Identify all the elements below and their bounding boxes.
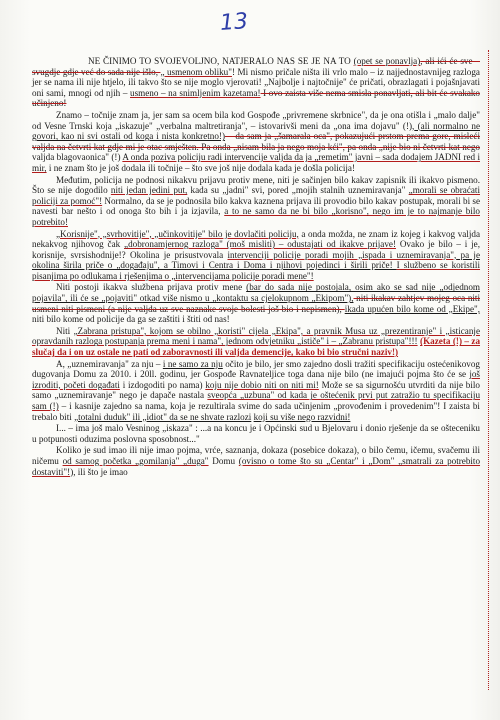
text-run: „totalni duduk" ili „idiot" da se ne shvate razlozi (74, 411, 252, 422)
text-run: „Najbolje i najtočnije" će pričati, obrazlagati i pojašnjavati oni sami, mnogi od njih – (32, 77, 480, 98)
text-run: I službeno se koristili pisanjima po odlukama i rješenjima o „intervencijama policije poradi mene"! (32, 260, 481, 281)
margin-pen-mark (488, 50, 495, 690)
text-run: koju nije dobio niti on niti mi! (205, 379, 319, 390)
text-run: A, „uznemiravanja" za nju – (56, 358, 163, 369)
text-run: I... – ima još malo Vesninog „iskaza" : ...a na koncu je i Općinski sud u Bjelovaru i donio rješenje da se ošteceniku u potpunosti oduzima poslovna sposobnost..." (32, 423, 480, 444)
text-run: „ usmenom obliku" (160, 66, 232, 77)
paragraph (32, 423, 480, 444)
text-run: koji su više nego razvidni! (253, 411, 351, 422)
text-run: (ovisno o tome što su „Centar" i „Dom" „smatrali za potrebito dostaviti"!), (32, 455, 481, 477)
text-run: (opet se ponavlja) (353, 56, 421, 66)
page-number: 13 (219, 9, 249, 36)
text-run: i je, korisnije, svrsishodnije!? (32, 239, 481, 260)
text-run: toga dana nije bilo (ne imajući pojma što će se (284, 369, 470, 380)
text-run: imao ili nije imao pojma, vrće, saznanja, dokaza (posebice (105, 445, 328, 456)
text-run: Niti (56, 325, 74, 336)
text-run: dokaza (327, 445, 354, 456)
text-run: niti bilo kome od policije da ga se zaštiti i štiti od nas! (32, 314, 230, 325)
text-run: „iskazuje" „verbalna maltretiranja", – istovarivši meni da „ona ima dojavu" (!), (115, 120, 415, 131)
text-run: A onda poziva policiju radi intervencije valjda da ja „remetim" javni – sada dodajem JADNI red i mir, (32, 152, 480, 173)
text-run: rezultirala (198, 401, 236, 411)
text-run: intervenciji policije poradi mojih „ispada i uznemiravanja", (227, 249, 457, 260)
text-run: Okolina je prisustvovala (125, 249, 228, 260)
text-run: Niti postoji ikakva službena prijava protiv mene (56, 282, 247, 293)
paragraph (32, 229, 480, 282)
text-run: od Vesne Trnski koja (32, 120, 116, 131)
text-run: Domu (208, 455, 239, 466)
text-run: – da sam ja „šamarala oca", pokazujući prstom prema gore, misleći valjda na četvrti kat gdje mi je otac smješten. Pa onda „nisam bila ja nego moja kći", pa onda „nije bio ni četvrti kat nego (32, 131, 480, 152)
paragraph (32, 359, 480, 423)
text-run: ! Mi nismo pričale ništa ili vrlo malo – iz najjednostavnijeg razloga jer se nama ili nije htjelo, ili takvo što se nije moglo vjerovati! (32, 66, 480, 88)
text-run: i ne znam što je još dodala ili točnije – što sve još nije dodala kada je došla policija! (46, 162, 355, 173)
paragraph (32, 445, 480, 477)
text-run: ikada upućen bilo kome od „Ekipe", (344, 303, 481, 314)
text-run: i ne samo za nju (162, 358, 223, 369)
text-run: očito je bilo, jer smo (222, 358, 304, 369)
text-run: niti jedan jedini put, (110, 185, 188, 196)
text-run: ne podnosi nikakvu prijavu protiv mene, (124, 174, 275, 185)
text-run: (bar do sada nije postojala, osim ako se sad nije „odjednom pojavila", ili će se „pojaviti" otkad više nismo u „kontaktu sa cjelokupnom „Ekipom"), (32, 282, 480, 304)
document-body (32, 56, 480, 478)
text-run: I ovo zaista više nema smisla ponavljati, ali bit će svakako učinjeno! (32, 87, 480, 109)
text-run: od samog početka „gomilanja" „duga" (62, 455, 209, 466)
text-run: , ali ići će sve – svugdje gdje već do sada nije išlo, (32, 56, 480, 77)
text-run: Koliko je sud (56, 445, 106, 456)
text-run: sveopća „uzbuna" od kada je oštećenik prvi put zatražio tu specifikaciju sam (!) (32, 390, 481, 411)
text-run: a to ne samo da ne bi bilo „korisno", nego im je to najmanje bilo potrebito! (32, 206, 480, 227)
text-run: niti je sačinjen bilo kakav zapisnik ili ikakvo pismeno. Što se nije dogodilo (32, 174, 480, 196)
text-run: Ovako je bilo – (396, 239, 465, 250)
text-run: Gospođe Ravnateljice (203, 369, 285, 380)
paragraph (32, 56, 480, 109)
text-run: Znamo – točnije znam ja, jer sam sa ocem bila kod Gospođe „privremene skrbnice", da je ona otišla i (56, 109, 434, 120)
text-run: (a nije valjda uz sve naznake svoje bolesti još bio i nepismen), (105, 303, 345, 314)
text-run: – i kasnije zajedno sa nama, koja je (58, 401, 199, 411)
text-run: svime do sada učinjenim „provođenim i provedenim"! I zaista bi trebalo biti (32, 401, 480, 422)
text-run: „malo dalje" (433, 109, 480, 120)
text-run: ili što je imao (75, 466, 128, 477)
text-run: još izroditi, početi događati (32, 369, 480, 390)
paragraph (32, 110, 480, 174)
paragraph (32, 326, 480, 358)
text-run: (ali normalno ne govori, kao ni svi ostali od koga i nista konkretno!) (32, 120, 481, 142)
text-run: niti ikakav zahtjev mojeg oca niti usmeni niti pismeni (32, 293, 480, 314)
text-run: NE ČINIMO TO SVOJEVOLJNO, NATJERALO NAS SE JE NA TO (88, 56, 354, 66)
paragraph (32, 175, 480, 228)
text-run: kada su „jadni" svi, pored „mojih stalnih uznemiravanja" (187, 185, 409, 196)
paragraph (32, 282, 480, 324)
text-run: zajedno (303, 358, 332, 369)
text-run: (Kazeta (!) – za slučaj da i on uz ostale ne pati od zaboravnosti ili valjda demencije, kako bi bio stručni naziv!) (32, 336, 481, 358)
text-run: dosli tražiti specifikaciju ostećenikovog dugovanja Domu za 2010. i 20ll. godinu, jer (32, 358, 480, 380)
text-run: „morali se obraćati policiji za pomoć"! (32, 185, 480, 206)
text-run: usmeno – na snimljenim kazetama! (130, 87, 261, 98)
text-run: pa je okolina širila priče o „događaju", a Timovi i Centra i Doma i njihovi pojedinci i širili priče! (32, 249, 480, 271)
text-run: ), o bilo čemu, ičemu, svačemu ili ničemu (32, 445, 480, 466)
text-run: Normalno, da se je podnosila bilo kakva kaznena prijava ili provodio bilo kakav postupak, morali bi se navesti bar nešto i od onoga što bih i ja izjavila, (32, 195, 480, 217)
text-run: Međutim, policija (56, 174, 125, 185)
text-run: „dobronamjernog razloga" (moš misliti) – odustajati od ikakve prijave! (124, 239, 397, 250)
text-run: Može se sa sigurnošću utvrditi da nije bilo samo „uznemiravanje" nego je dapače nastala (32, 379, 480, 401)
text-run: valjda blagovaonica" (!) (32, 152, 121, 163)
text-run: „Zabrana pristupa", kojom se obilno „koristi" cijela „Ekipa", a pravnik Musa uz „prezentiranje" i „isticanje opravdanih razloga postupanja prema meni i nama", jednom odvjetniku „ističe" i – „Zabranu pristupa"!!! (32, 325, 480, 347)
text-run: „Korisnije", „svrhovitije", „učinkovitije" bilo je dovlačiti policiju, (56, 228, 299, 239)
text-run: a onda možda, ne znam iz kojeg i kakvog valjda nekakvog njihovog čak (32, 228, 480, 250)
text-run: i izdogoditi po nama) (119, 379, 206, 390)
